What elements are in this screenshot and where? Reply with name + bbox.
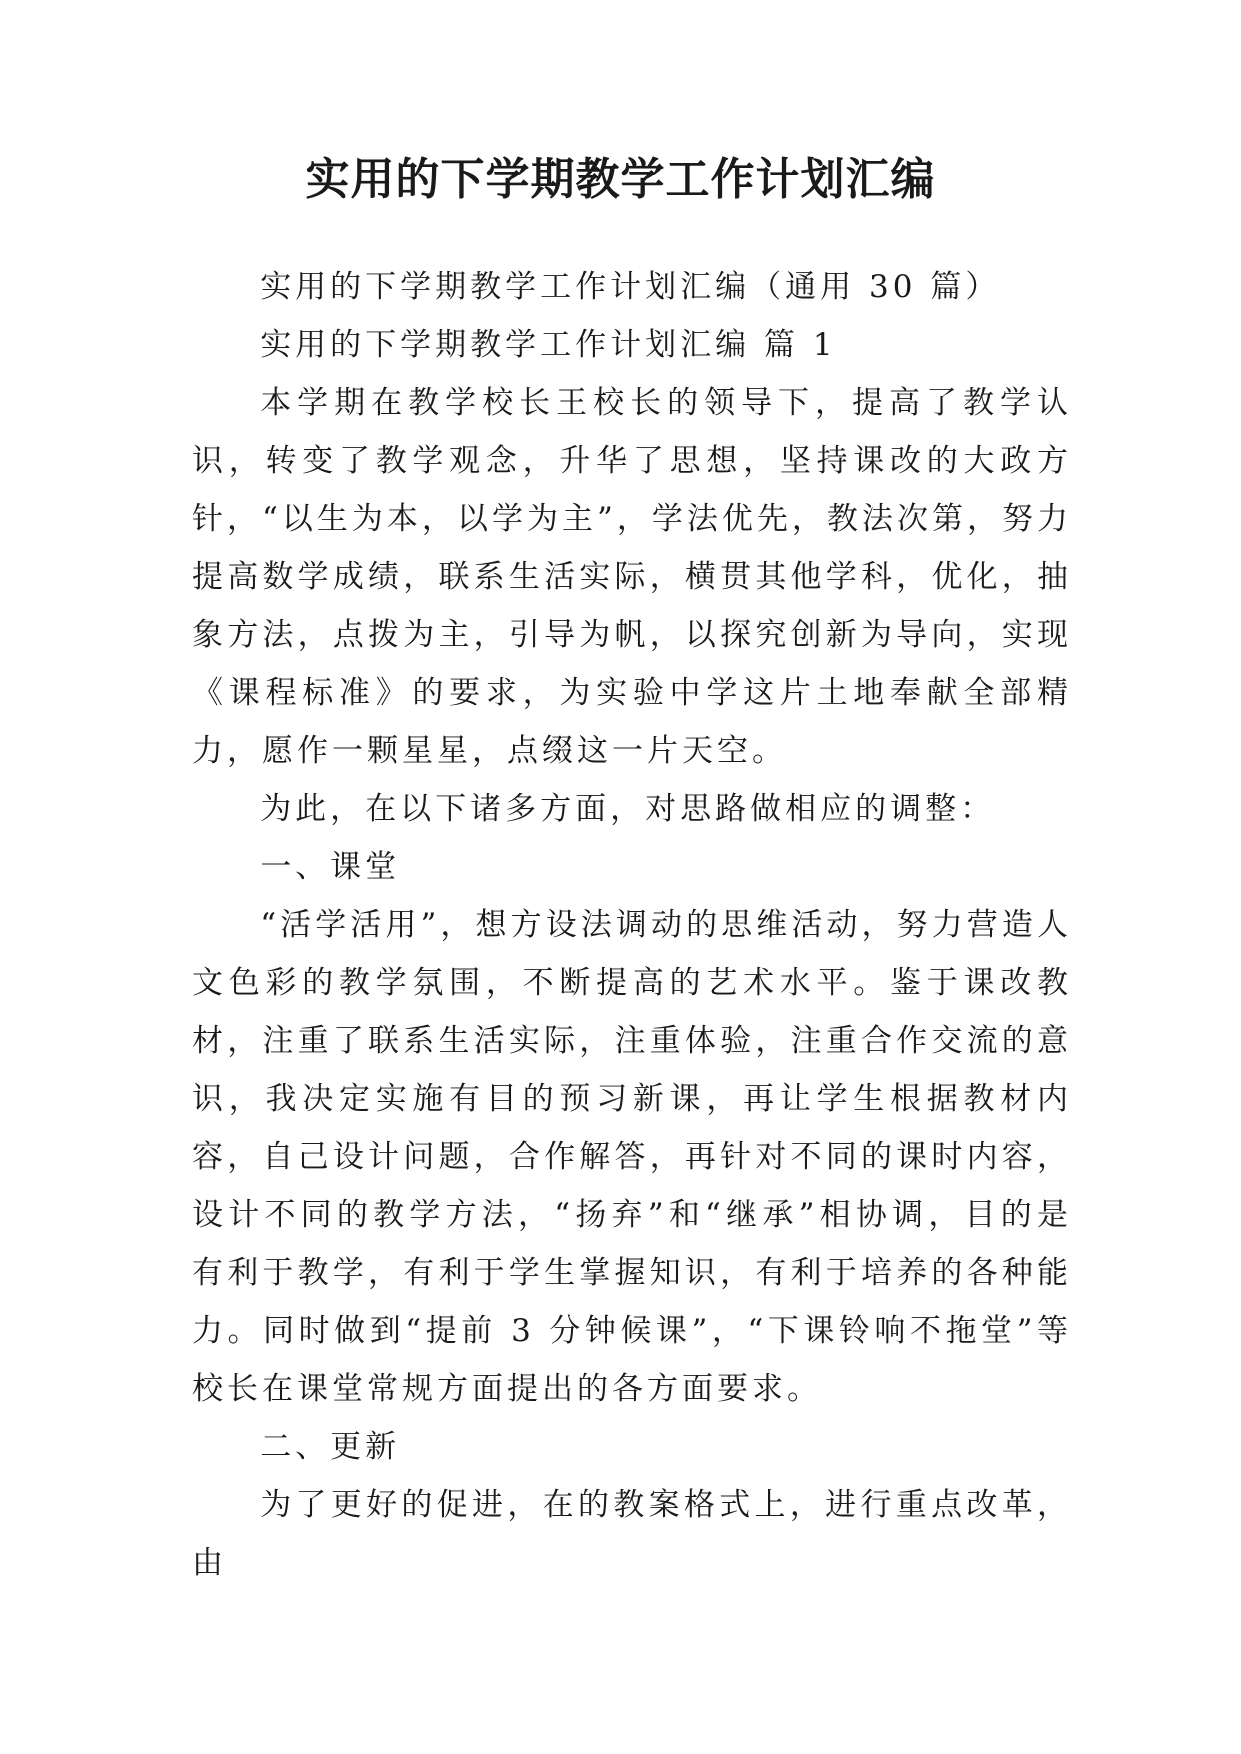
body-paragraph: 为此，在以下诸多方面，对思路做相应的调整： bbox=[260, 791, 996, 827]
document-title: 实用的下学期教学工作计划汇编 bbox=[305, 154, 936, 205]
body-paragraph: 本学期在教学校长王校长的领导下，提高了教学认识，转变了教学观念，升华了思想，坚持课改的大政方针，“以生为本，以学为主”，学法优先，教法次第，努力提高数学成绩，联系生活实际，横贯其他学科，优化，抽象方法，点拨为主，引导为帆，以探究创新为导向，实现《课程标准》的要求，为实验中学这片土地奉献全部精力，愿作一颗星星，点缀这一片天空。 bbox=[192, 385, 1072, 769]
subtitle-paragraph: 实用的下学期教学工作计划汇编（通用 30 篇） bbox=[260, 269, 1001, 305]
document-body bbox=[192, 258, 1072, 1592]
subsection-heading: 二、更新 bbox=[260, 1429, 401, 1465]
body-paragraph: 为了更好的促进，在的教案格式上，进行重点改革，由 bbox=[192, 1487, 1072, 1581]
subsection-heading: 一、课堂 bbox=[260, 849, 401, 885]
body-paragraph: “活学活用”，想方设法调动的思维活动，努力营造人文色彩的教学氛围，不断提高的艺术水平。鉴于课改教材，注重了联系生活实际，注重体验，注重合作交流的意识，我决定实施有目的预习新课，再让学生根据教材内容，自己设计问题，合作解答，再针对不同的课时内容，设计不同的教学方法，“扬弃”和“继承”相协调，目的是有利于教学，有利于学生掌握知识，有利于培养的各种能力。同时做到“提前 3 分钟候课”，“下课铃响不拖堂”等校长在课堂常规方面提出的各方面要求。 bbox=[192, 907, 1072, 1407]
section-heading: 实用的下学期教学工作计划汇编 篇 1 bbox=[260, 327, 837, 363]
